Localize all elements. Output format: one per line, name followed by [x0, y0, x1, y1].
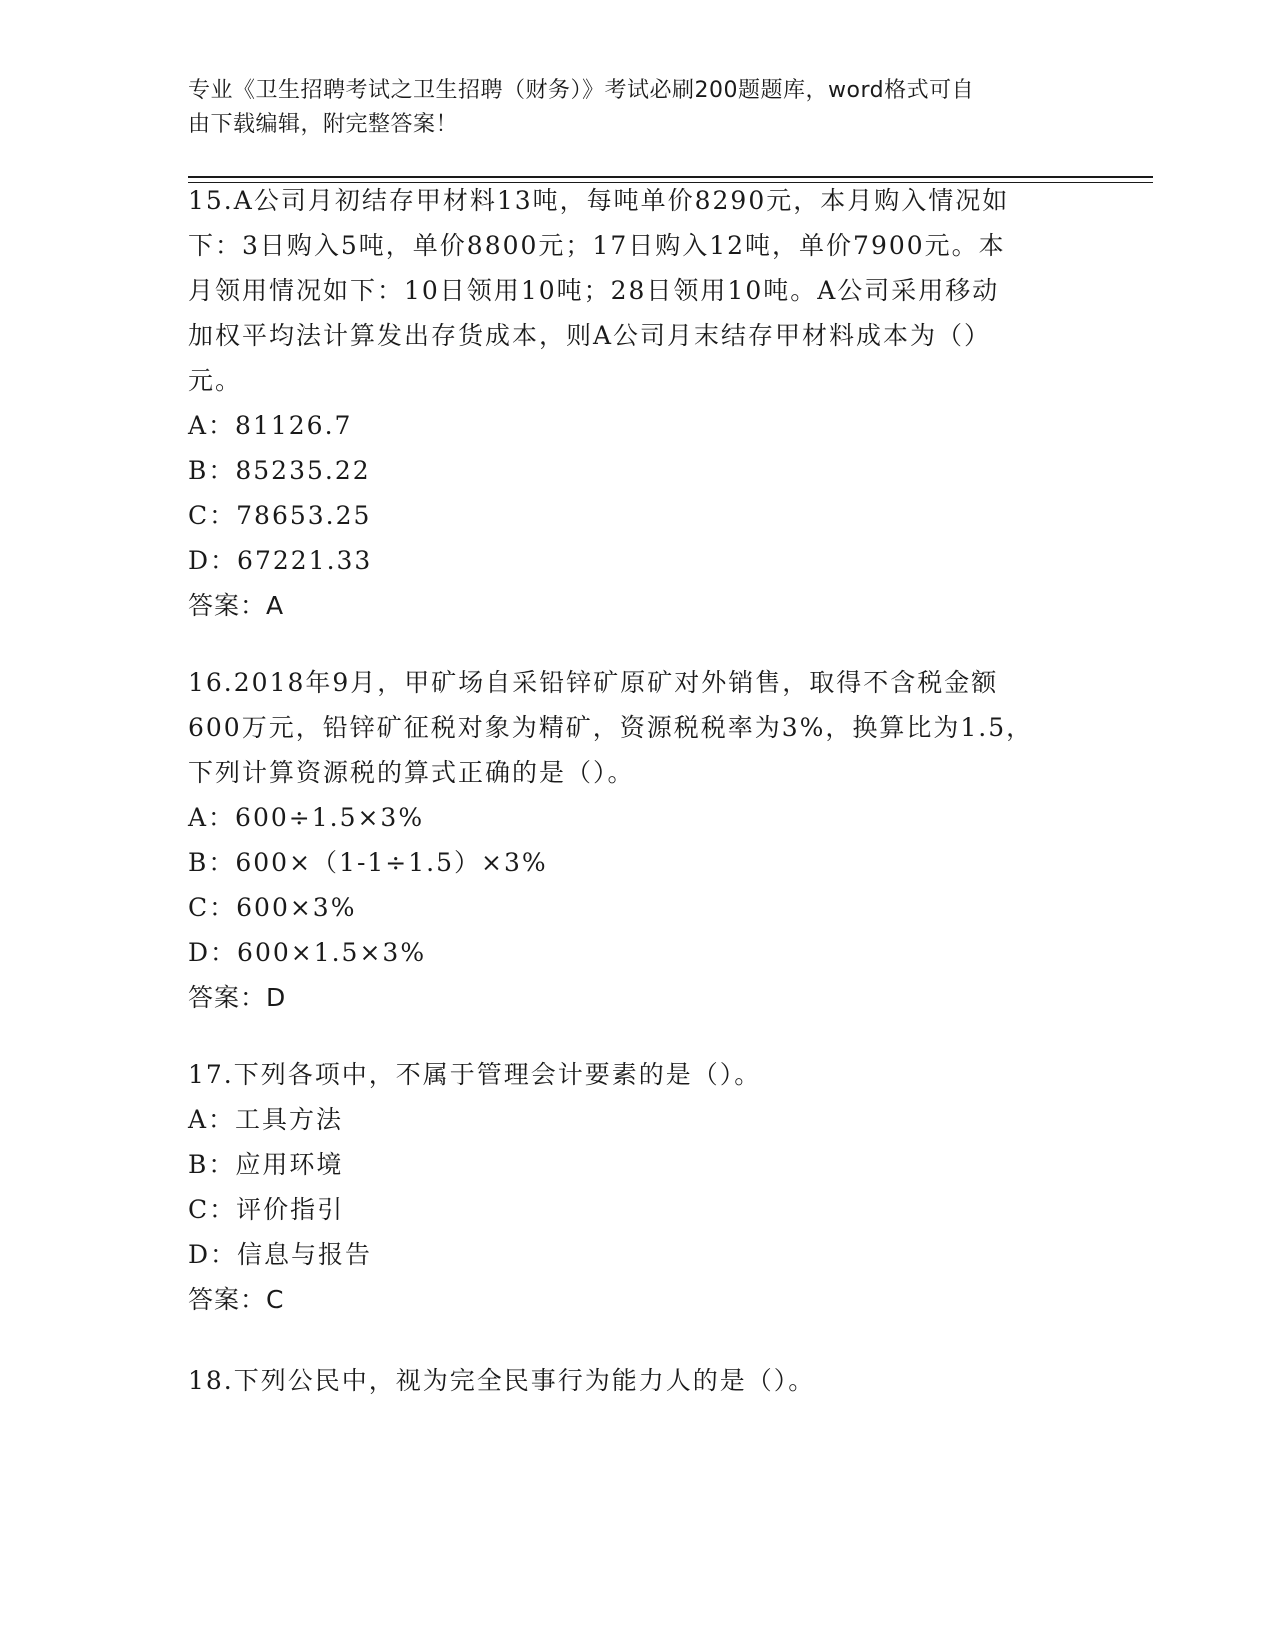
answer-line: 答案：D: [188, 983, 287, 1012]
question-text-line: 600万元，铅锌矿征税对象为精矿，资源税税率为3%，换算比为1.5，: [188, 713, 1034, 742]
question-text-line: 15.A公司月初结存甲材料13吨，每吨单价8290元，本月购入情况如: [188, 186, 1010, 215]
question-text-line: 18.下列公民中，视为完全民事行为能力人的是（）。: [188, 1366, 816, 1395]
option-c: C：78653.25: [188, 501, 372, 530]
option-b: B：600×（1-1÷1.5）×3%: [188, 848, 548, 877]
question-16: [188, 660, 1068, 1020]
option-b: B：85235.22: [188, 456, 371, 485]
question-text-line: 17.下列各项中，不属于管理会计要素的是（）。: [188, 1060, 762, 1089]
option-c: C：600×3%: [188, 893, 357, 922]
document-header: [188, 74, 1068, 142]
option-a: A：81126.7: [188, 411, 353, 440]
option-a: A：工具方法: [188, 1105, 344, 1134]
option-d: D：67221.33: [188, 546, 373, 575]
question-text-line: 下：3日购入5吨，单价8800元；17日购入12吨，单价7900元。本: [188, 231, 1006, 260]
option-c: C：评价指引: [188, 1195, 345, 1224]
header-line-2: 由下载编辑，附完整答案！: [188, 112, 459, 137]
answer-line: 答案：C: [188, 1285, 285, 1314]
question-15: [188, 178, 1068, 628]
question-text-line: 元。: [188, 366, 243, 395]
question-text-line: 月领用情况如下：10日领用10吨；28日领用10吨。A公司采用移动: [188, 276, 1000, 305]
question-text-line: 加权平均法计算发出存货成本，则A公司月末结存甲材料成本为（）: [188, 321, 992, 350]
option-a: A：600÷1.5×3%: [188, 803, 425, 832]
option-b: B：应用环境: [188, 1150, 344, 1179]
question-text-line: 16.2018年9月，甲矿场自采铅锌矿原矿对外销售，取得不含税金额: [188, 668, 999, 697]
header-line-1: 专业《卫生招聘考试之卫生招聘（财务）》考试必刷200题题库，word格式可自: [188, 78, 975, 103]
answer-line: 答案：A: [188, 591, 285, 620]
question-text-line: 下列计算资源税的算式正确的是（）。: [188, 758, 635, 787]
question-18: [188, 1358, 1068, 1403]
option-d: D：600×1.5×3%: [188, 938, 427, 967]
option-d: D：信息与报告: [188, 1240, 373, 1269]
question-17: [188, 1052, 1068, 1322]
